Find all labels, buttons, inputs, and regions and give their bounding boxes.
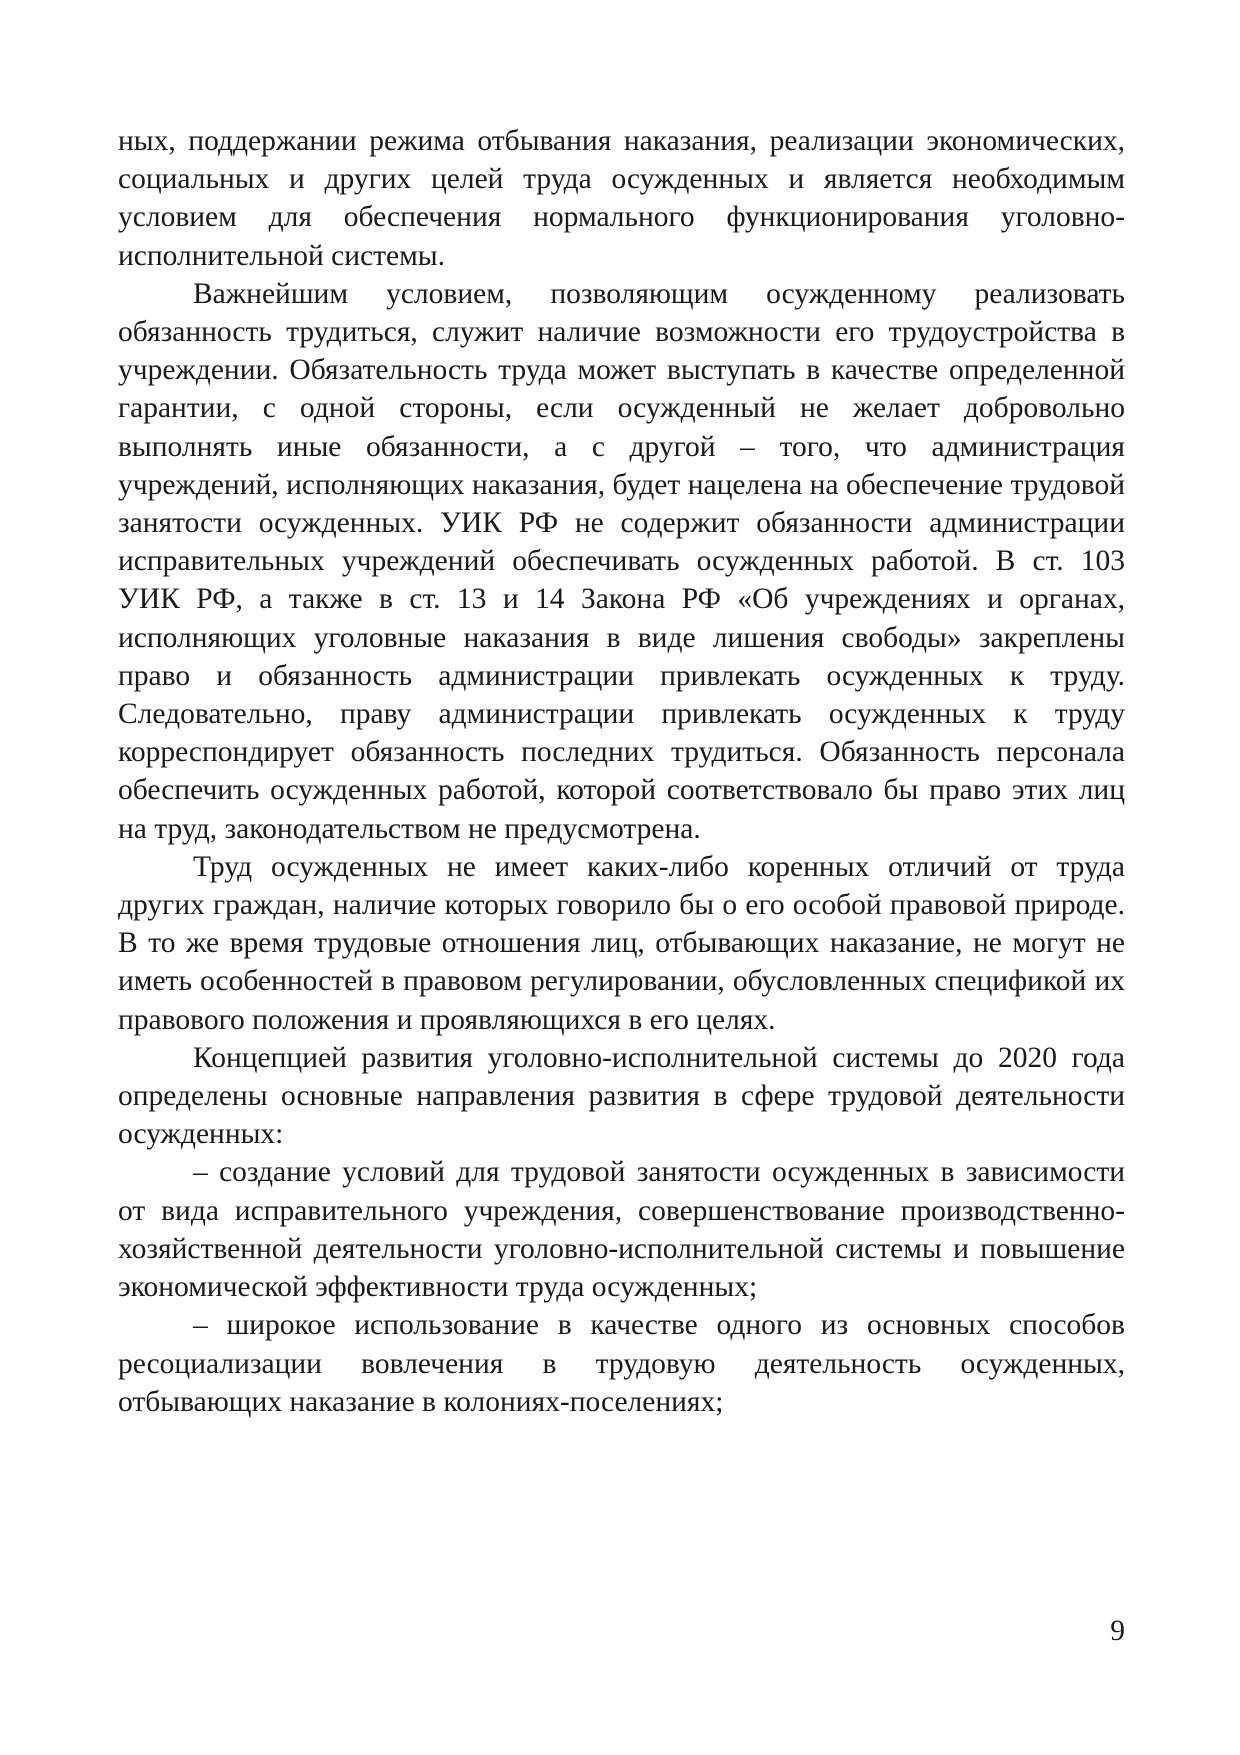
page-body: [118, 122, 1125, 1421]
list-item-resocialization: – широкое использование в качестве одного из основных способов ресоциализации вовлечения в трудовую деятельность осужденных, отбывающих наказание в колониях-поселениях;: [118, 1309, 1125, 1418]
page-number: 9: [1110, 1615, 1125, 1647]
paragraph-labor-nature: Труд осужденных не имеет каких-либо коренных отличий от труда других граждан, наличие которых говорило бы о его особой правовой природе. В то же время трудовые отношения лиц, отбывающих наказание, не могут не иметь особенностей в правовом регулировании, обусловленных спецификой их правового положения и проявляющихся в его целях.: [118, 850, 1125, 1036]
paragraph-labor-obligation: Важнейшим условием, позволяющим осужденному реализовать обязанность трудиться, служит наличие возможности его трудоустройства в учреждении. Обязательность труда может выступать в качестве определенной гарантии, с одной стороны, если осужденный не желает добровольно выполнять иные обязанности, а с другой – того, что администрация учреждений, исполняющих наказания, будет нацелена на обеспечение трудовой занятости осужденных. УИК РФ не содержит обязанности администрации исправительных учреждений обеспечивать осужденных работой. В ст. 103 УИК РФ, а также в ст. 13 и 14 Закона РФ «Об учреждениях и органах, исполняющих уголовные наказания в виде лишения свободы» закреплены право и обязанность администрации привлекать осужденных к труду. Следовательно, праву администрации привлекать осужденных к труду корреспондирует обязанность последних трудиться. Обязанность персонала обеспечить осужденных работой, которой соответствовало бы право этих лиц на труд, законодательством не предусмотрена.: [118, 277, 1125, 845]
list-item-employment-conditions: – создание условий для трудовой занятости осужденных в зависимости от вида исправительного учреждения, совершенствование производственно-хозяйственной деятельности уголовно-исполнительной системы и повышение экономической эффективности труда осужденных;: [118, 1156, 1125, 1304]
paragraph-concept-2020: Концепцией развития уголовно-исполнительной системы до 2020 года определены основные направления развития в сфере трудовой деятельности осужденных:: [118, 1041, 1125, 1151]
paragraph-continuation: ных, поддержании режима отбывания наказания, реализации экономических, социальных и других целей труда осужденных и является необходимым условием для обеспечения нормального функционирования уголовно-исполнительной системы.: [118, 125, 1125, 272]
